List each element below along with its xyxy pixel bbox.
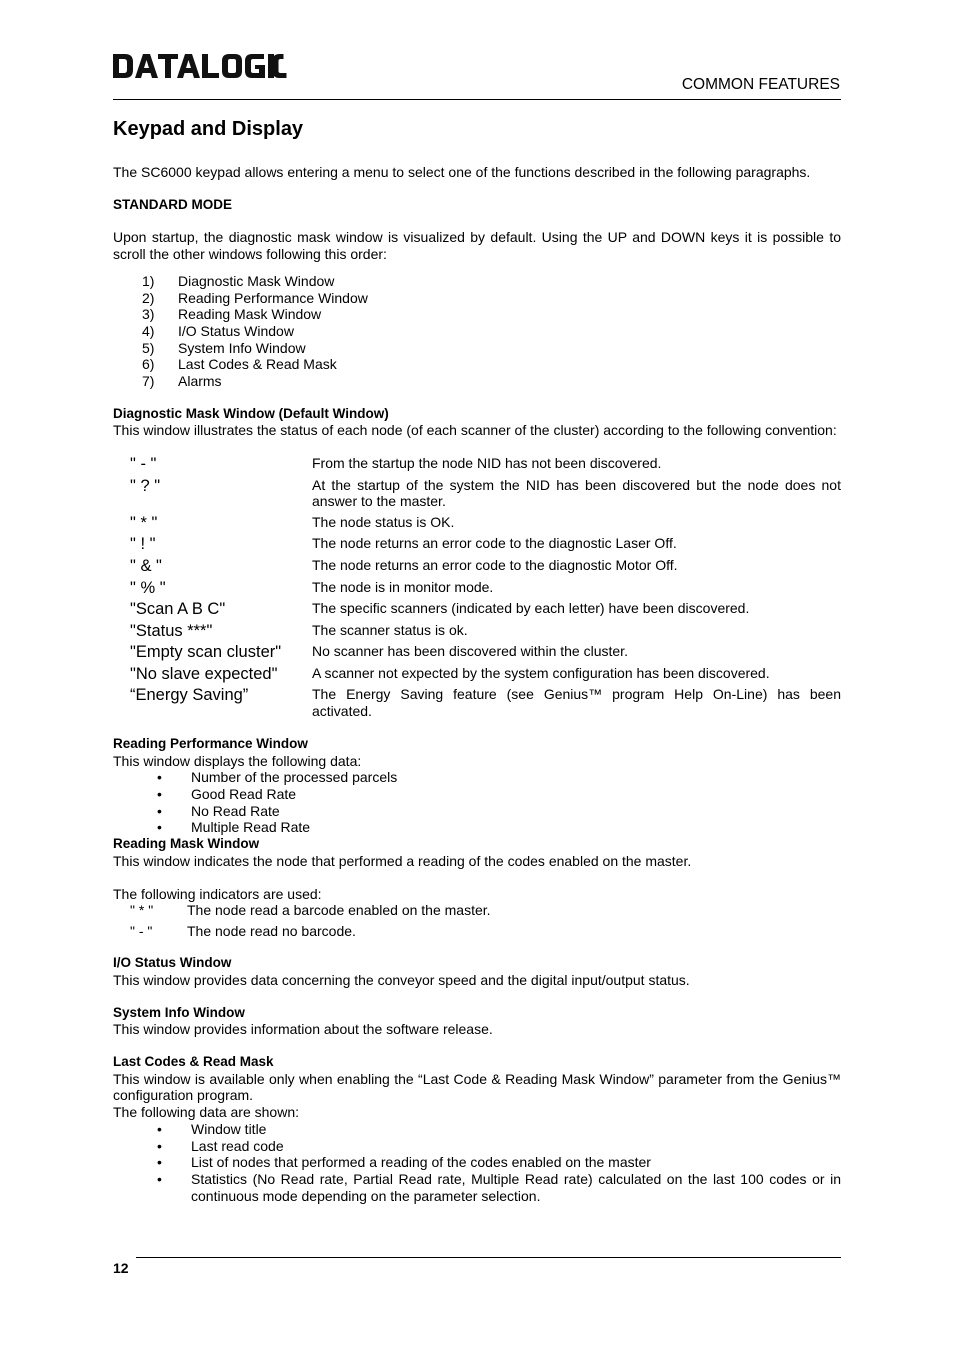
list-item [113, 323, 841, 340]
convention-table [113, 455, 841, 720]
system-info-heading: System Info Window [113, 1004, 245, 1020]
list-item [113, 1154, 841, 1171]
last-codes-list [113, 1121, 841, 1205]
list-label: List of nodes that performed a reading of the codes enabled on the master [191, 1154, 651, 1171]
reading-mask-text: This window indicates the node that performed a reading of the codes enabled on the master. [113, 852, 692, 869]
convention-description: The Energy Saving feature (see Genius™ program Help On-Line) has been activated. [312, 686, 841, 720]
list-item [113, 1121, 841, 1138]
bullet-icon: • [157, 786, 162, 802]
convention-description: No scanner has been discovered within the cluster. [312, 643, 628, 660]
list-label: Alarms [178, 373, 222, 390]
page-number: 12 [113, 1260, 129, 1276]
convention-description: At the startup of the system the NID has been discovered but the node does not answer to the master. [312, 476, 841, 510]
bullet-icon: • [157, 802, 162, 819]
list-item [113, 273, 841, 290]
reading-mask-heading: Reading Mask Window [113, 836, 260, 852]
diagnostic-heading: Diagnostic Mask Window (Default Window) [113, 405, 389, 421]
list-item [113, 356, 841, 373]
convention-description: A scanner not expected by the system configuration has been discovered. [312, 664, 770, 681]
bullet-icon: • [157, 1137, 162, 1154]
list-item [113, 306, 841, 323]
list-number: 4) [142, 322, 155, 339]
list-number: 7) [142, 373, 155, 390]
bullet-icon: • [157, 819, 162, 836]
convention-row [113, 665, 841, 683]
header-divider [113, 99, 841, 100]
standard-mode-heading: STANDARD MODE [113, 196, 232, 212]
list-label: Last Codes & Read Mask [178, 356, 337, 373]
convention-symbol: " & " [130, 556, 162, 575]
convention-description: The scanner status is ok. [312, 621, 468, 638]
standard-mode-text: Upon startup, the diagnostic mask window is visualized by default. Using the UP and DOWN keys it is possible to scroll the other windows following this order: [113, 229, 841, 263]
convention-symbol: "Scan A B C" [130, 600, 226, 619]
indicators-intro: The following indicators are used: [113, 885, 322, 902]
indicator-row [113, 923, 841, 940]
header-section-title: COMMON FEATURES [681, 76, 840, 93]
convention-description: From the startup the node NID has not been discovered. [312, 455, 662, 472]
system-info-text: This window provides information about the software release. [113, 1021, 493, 1038]
datalogic-logo [113, 52, 287, 80]
page-title: Keypad and Display [113, 118, 304, 140]
convention-row [113, 643, 841, 661]
list-number: 2) [142, 289, 155, 306]
convention-description: The specific scanners (indicated by each letter) have been discovered. [312, 600, 750, 617]
list-item [113, 786, 841, 803]
convention-row [113, 557, 841, 575]
list-label: I/O Status Window [178, 322, 294, 339]
convention-row [113, 600, 841, 618]
window-order-list [113, 273, 841, 390]
list-label: No Read Rate [191, 802, 280, 819]
list-item [113, 1138, 841, 1155]
indicator-row [113, 902, 841, 919]
bullet-icon: • [157, 769, 162, 786]
indicators-list [113, 902, 841, 939]
convention-description: The node status is OK. [312, 513, 455, 530]
bullet-icon: • [157, 1170, 162, 1187]
list-item [113, 340, 841, 357]
bullet-icon: • [157, 1120, 162, 1137]
reading-performance-heading: Reading Performance Window [113, 735, 308, 751]
list-label: Last read code [191, 1137, 284, 1154]
convention-row [113, 535, 841, 553]
io-status-heading: I/O Status Window [113, 955, 232, 971]
convention-symbol: “Energy Saving” [130, 686, 249, 705]
convention-symbol: " ? " [130, 476, 161, 495]
reading-performance-text: This window displays the following data: [113, 752, 362, 769]
convention-row [113, 514, 841, 532]
list-item [113, 769, 841, 786]
list-label: Good Read Rate [191, 786, 297, 802]
convention-description: The node returns an error code to the diagnostic Laser Off. [312, 535, 677, 552]
indicator-description: The node read a barcode enabled on the master. [187, 902, 491, 919]
footer-divider [136, 1257, 841, 1258]
diagnostic-text: This window illustrates the status of each node (of each scanner of the cluster) according to the following convention: [113, 422, 837, 439]
list-label: Number of the processed parcels [191, 769, 398, 786]
list-number: 3) [142, 306, 155, 323]
list-label: Reading Performance Window [178, 289, 368, 306]
convention-row [113, 455, 841, 473]
last-codes-heading: Last Codes & Read Mask [113, 1054, 274, 1070]
list-number: 6) [142, 356, 155, 373]
list-item [113, 373, 841, 390]
last-codes-shown-intro: The following data are shown: [113, 1104, 299, 1121]
convention-symbol: " % " [130, 578, 166, 597]
list-item [113, 1171, 841, 1204]
list-label: Reading Mask Window [178, 306, 322, 323]
list-number: 1) [142, 272, 155, 289]
list-item [113, 803, 841, 820]
list-label: Window title [191, 1120, 267, 1137]
list-label: Diagnostic Mask Window [178, 272, 335, 289]
bullet-icon: • [157, 1154, 162, 1171]
convention-description: The node is in monitor mode. [312, 578, 494, 595]
convention-symbol: "No slave expected" [130, 664, 278, 683]
page-content [113, 117, 841, 1204]
io-status-text: This window provides data concerning the conveyor speed and the digital input/output status. [113, 971, 690, 988]
list-label: System Info Window [178, 339, 306, 356]
convention-symbol: " - " [130, 455, 157, 474]
convention-symbol: "Empty scan cluster" [130, 643, 282, 662]
list-item [113, 290, 841, 307]
convention-description: The node returns an error code to the diagnostic Motor Off. [312, 556, 678, 573]
list-label: Multiple Read Rate [191, 819, 311, 836]
last-codes-text: This window is available only when enabling the “Last Code & Reading Mask Window” parameter from the Genius™ configuration program. [113, 1070, 841, 1104]
indicator-symbol: " * " [130, 902, 154, 919]
reading-performance-list [113, 769, 841, 836]
list-label: Statistics (No Read rate, Partial Read rate, Multiple Read rate) calculated on the last 100 codes or in continuous mode depending on the parameter selection. [191, 1170, 841, 1204]
convention-symbol: "Status ***" [130, 621, 213, 640]
convention-symbol: " * " [130, 513, 158, 532]
convention-row [113, 686, 841, 719]
indicator-description: The node read no barcode. [187, 922, 356, 939]
indicator-symbol: " - " [130, 922, 153, 939]
list-item [113, 819, 841, 836]
convention-row [113, 579, 841, 597]
list-number: 5) [142, 339, 155, 356]
convention-row [113, 622, 841, 640]
intro-paragraph: The SC6000 keypad allows entering a menu to select one of the functions described in the following paragraphs. [113, 164, 811, 180]
convention-row [113, 477, 841, 510]
convention-symbol: " ! " [130, 535, 156, 554]
